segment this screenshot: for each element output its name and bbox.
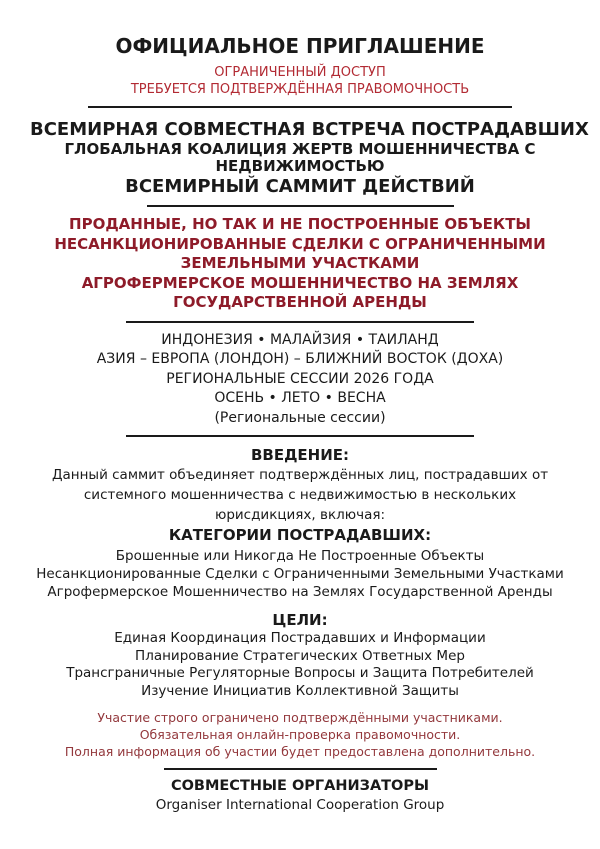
categories-section [30, 525, 570, 601]
session-seasons-line: ОСЕНЬ • ЛЕТО • ВЕСНА [214, 390, 386, 406]
organizers-section [30, 777, 570, 814]
topic-line: НЕСАНКЦИОНИРОВАННЫЕ СДЕЛКИ С ОГРАНИЧЕННЫМИ [54, 234, 546, 253]
fraud-topics-block [30, 215, 570, 313]
goals-section [30, 610, 570, 700]
topic-line: ЗЕМЕЛЬНЫМИ УЧАСТКАМИ [180, 254, 420, 272]
topic-line: АГРОФЕРМЕРСКОЕ МОШЕННИЧЕСТВО НА ЗЕМЛЯХ [81, 273, 519, 292]
divider [164, 768, 437, 770]
goal-item: Изучение Инициатив Коллективной Защиты [141, 682, 459, 699]
introduction-line: Данный саммит объединяет подтверждённых лиц, пострадавших от [51, 467, 549, 483]
category-item: Брошенные или Никогда Не Построенные Объекты [115, 548, 485, 564]
notice-line: Обязательная онлайн-проверка правомочности. [139, 727, 461, 742]
introduction-line: системного мошенничества с недвижимостью в нескольких [83, 487, 517, 503]
restricted-access-line: ОГРАНИЧЕННЫЙ ДОСТУП [214, 65, 386, 80]
event-summit-line: ВСЕМИРНЫЙ САММИТ ДЕЙСТВИЙ [125, 176, 475, 197]
participation-notice-block [30, 709, 570, 760]
divider [126, 435, 474, 437]
introduction-heading: ВВЕДЕНИЕ: [250, 446, 350, 464]
goal-item: Планирование Стратегических Ответных Мер [135, 647, 465, 664]
goals-heading: ЦЕЛИ: [272, 611, 328, 629]
notice-line: Участие строго ограничено подтверждёнными участниками. [97, 710, 503, 725]
organizer-name: Organiser International Cooperation Group [155, 797, 445, 813]
session-countries-line: ИНДОНЕЗИЯ • МАЛАЙЗИЯ • ТАИЛАНД [161, 331, 439, 348]
divider [147, 205, 454, 207]
session-note-line: (Региональные сессии) [214, 409, 386, 426]
notice-line: Полная информация об участии будет предоставлена дополнительно. [64, 744, 536, 759]
introduction-section [30, 445, 570, 525]
event-subtitle-line: НЕДВИЖИМОСТЬЮ [215, 157, 385, 175]
introduction-line: юрисдикциях, включая: [214, 507, 386, 523]
event-title-line: ВСЕМИРНАЯ СОВМЕСТНАЯ ВСТРЕЧА ПОСТРАДАВШИХ [30, 119, 589, 140]
divider [126, 321, 474, 323]
document-title: ОФИЦИАЛЬНОЕ ПРИГЛАШЕНИЕ [115, 34, 485, 58]
divider [88, 106, 512, 108]
introduction-paragraph [30, 465, 570, 525]
categories-heading: КАТЕГОРИИ ПОСТРАДАВШИХ: [168, 526, 432, 544]
restricted-access-block [30, 64, 570, 98]
topic-line: ГОСУДАРСТВЕННОЙ АРЕНДЫ [173, 293, 427, 311]
goals-list [30, 630, 570, 700]
eligibility-required-line: ТРЕБУЕТСЯ ПОДТВЕРЖДЁННАЯ ПРАВОМОЧНОСТЬ [130, 82, 470, 97]
session-year-line: РЕГИОНАЛЬНЫЕ СЕССИИ 2026 ГОДА [166, 370, 434, 387]
goal-item: Единая Координация Пострадавших и Информации [114, 630, 486, 646]
categories-list [30, 547, 570, 601]
event-subtitle-line: ГЛОБАЛЬНАЯ КОАЛИЦИЯ ЖЕРТВ МОШЕННИЧЕСТВА С [64, 140, 536, 158]
goal-item: Трансграничные Регуляторные Вопросы и Защита Потребителей [66, 665, 534, 681]
session-regions-line: АЗИЯ – ЕВРОПА (ЛОНДОН) – БЛИЖНИЙ ВОСТОК (ДОХА) [96, 351, 504, 367]
category-item: Агрофермерское Мошенничество на Землях Государственной Аренды [47, 584, 553, 600]
topic-line: ПРОДАННЫЕ, НО ТАК И НЕ ПОСТРОЕННЫЕ ОБЪЕКТЫ [69, 215, 531, 233]
organizers-heading: СОВМЕСТНЫЕ ОРГАНИЗАТОРЫ [170, 778, 430, 794]
sessions-locations-block [30, 331, 570, 429]
event-title-block [30, 119, 589, 199]
category-item: Несанкционированные Сделки с Ограниченными Земельными Участками [36, 566, 564, 582]
